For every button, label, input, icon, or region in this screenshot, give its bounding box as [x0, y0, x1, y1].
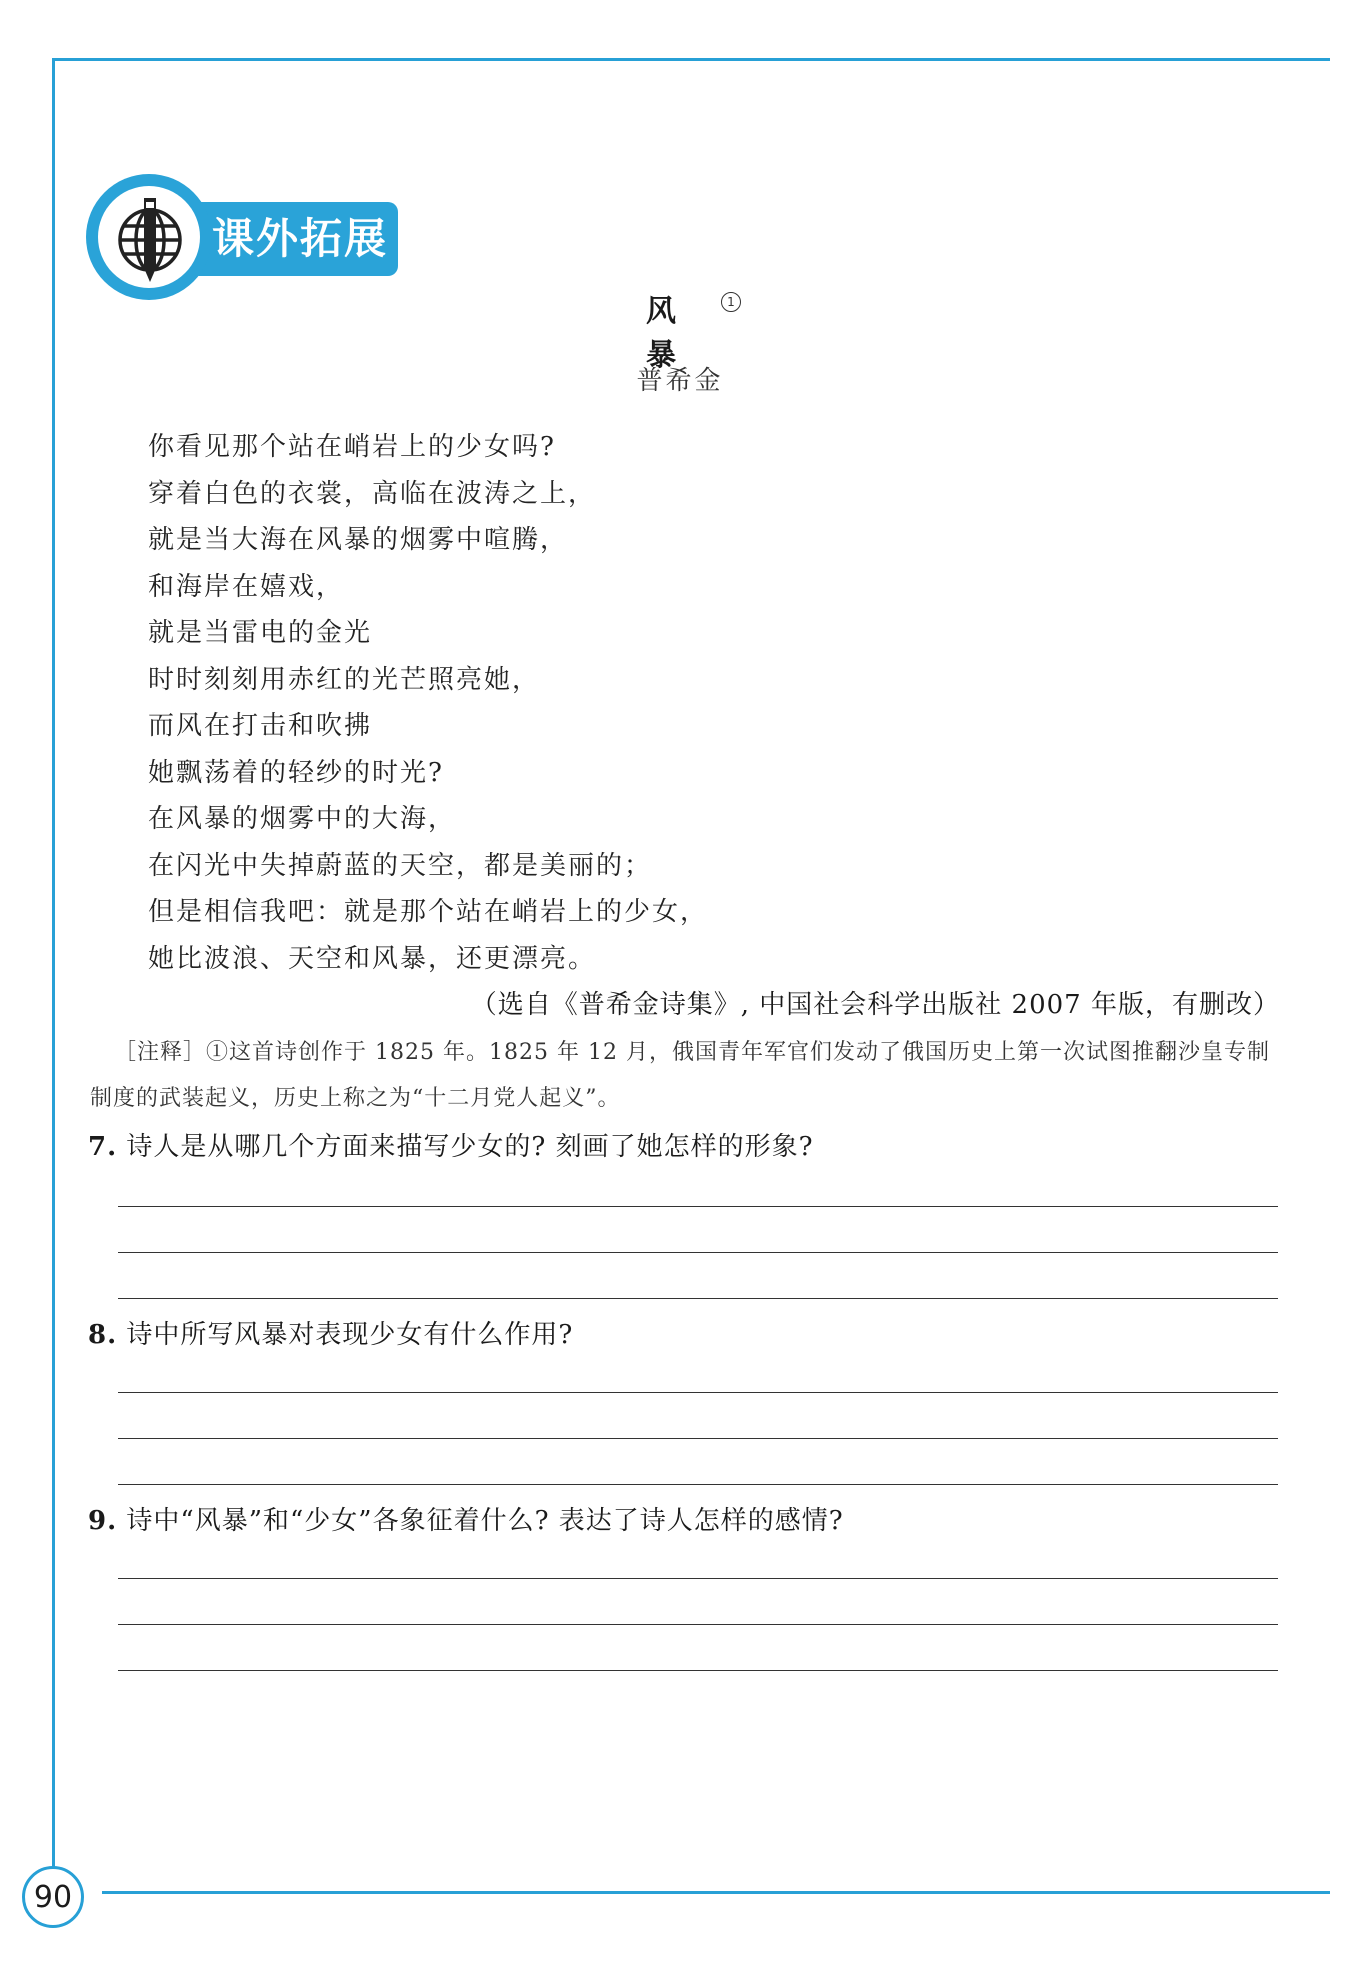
- poem-title: 风 暴: [646, 294, 704, 373]
- poem-line: 她比波浪、天空和风暴，还更漂亮。: [148, 943, 597, 974]
- poem-line: 在风暴的烟雾中的大海，: [148, 804, 457, 834]
- page-number: 90: [22, 1866, 84, 1928]
- answer-line[interactable]: [118, 1670, 1278, 1671]
- answer-line[interactable]: [118, 1206, 1278, 1207]
- question-9: [88, 1500, 844, 1537]
- poem-line: 穿着白色的衣裳，高临在波涛之上，: [148, 478, 597, 509]
- poem-line: 她飘荡着的轻纱的时光?: [148, 757, 444, 788]
- answer-line[interactable]: [118, 1484, 1278, 1485]
- poem-line: 在闪光中失掉蔚蓝的天空，都是美丽的；: [148, 850, 653, 881]
- question-8: [88, 1314, 573, 1351]
- poem-line: 你看见那个站在峭岩上的少女吗?: [148, 432, 556, 462]
- poem-body: [148, 424, 708, 982]
- answer-line[interactable]: [118, 1252, 1278, 1253]
- answer-line[interactable]: [118, 1298, 1278, 1299]
- section-title: 课外拓展: [212, 214, 389, 263]
- question-number: 7.: [88, 1132, 118, 1162]
- globe-pen-icon: [106, 190, 194, 286]
- annotation-note: ［注释］①这首诗创作于 1825 年。1825 年 12 月，俄国青年军官们发动了俄国历史上第一次试图推翻沙皇专制制度的武装起义，历史上称之为“十二月党人起义”。: [90, 1040, 1270, 1111]
- page-frame-top: [52, 58, 1330, 61]
- answer-line[interactable]: [118, 1438, 1278, 1439]
- poem-line: 就是当大海在风暴的烟雾中喧腾，: [148, 525, 569, 555]
- poem-line: 就是当雷电的金光: [148, 618, 373, 648]
- poem-line: 和海岸在嬉戏，: [148, 571, 345, 602]
- question-7: [88, 1126, 814, 1163]
- answer-line[interactable]: [118, 1578, 1278, 1579]
- poem-line: 时时刻刻用赤红的光芒照亮她，: [148, 664, 541, 695]
- question-text: 诗中所写风暴对表现少女有什么作用?: [126, 1320, 574, 1350]
- question-number: 9.: [88, 1506, 118, 1536]
- footnote-marker: 1: [721, 292, 741, 312]
- poem-line: 而风在打击和吹拂: [148, 711, 373, 741]
- page-frame-left: [52, 58, 55, 1896]
- answer-line[interactable]: [118, 1392, 1278, 1393]
- poem-source: （选自《普希金诗集》, 中国社会科学出版社 2007 年版，有删改）: [470, 990, 1280, 1020]
- question-text: 诗人是从哪几个方面来描写少女的? 刻画了她怎样的形象?: [126, 1132, 814, 1162]
- question-text: 诗中“风暴”和“少女”各象征着什么? 表达了诗人怎样的感情?: [126, 1506, 844, 1536]
- answer-line[interactable]: [118, 1624, 1278, 1625]
- poem-line: 但是相信我吧：就是那个站在峭岩上的少女，: [148, 897, 709, 927]
- question-number: 8.: [88, 1320, 118, 1350]
- page-frame-bottom: [102, 1891, 1330, 1894]
- poem-author: 普希金: [636, 366, 724, 396]
